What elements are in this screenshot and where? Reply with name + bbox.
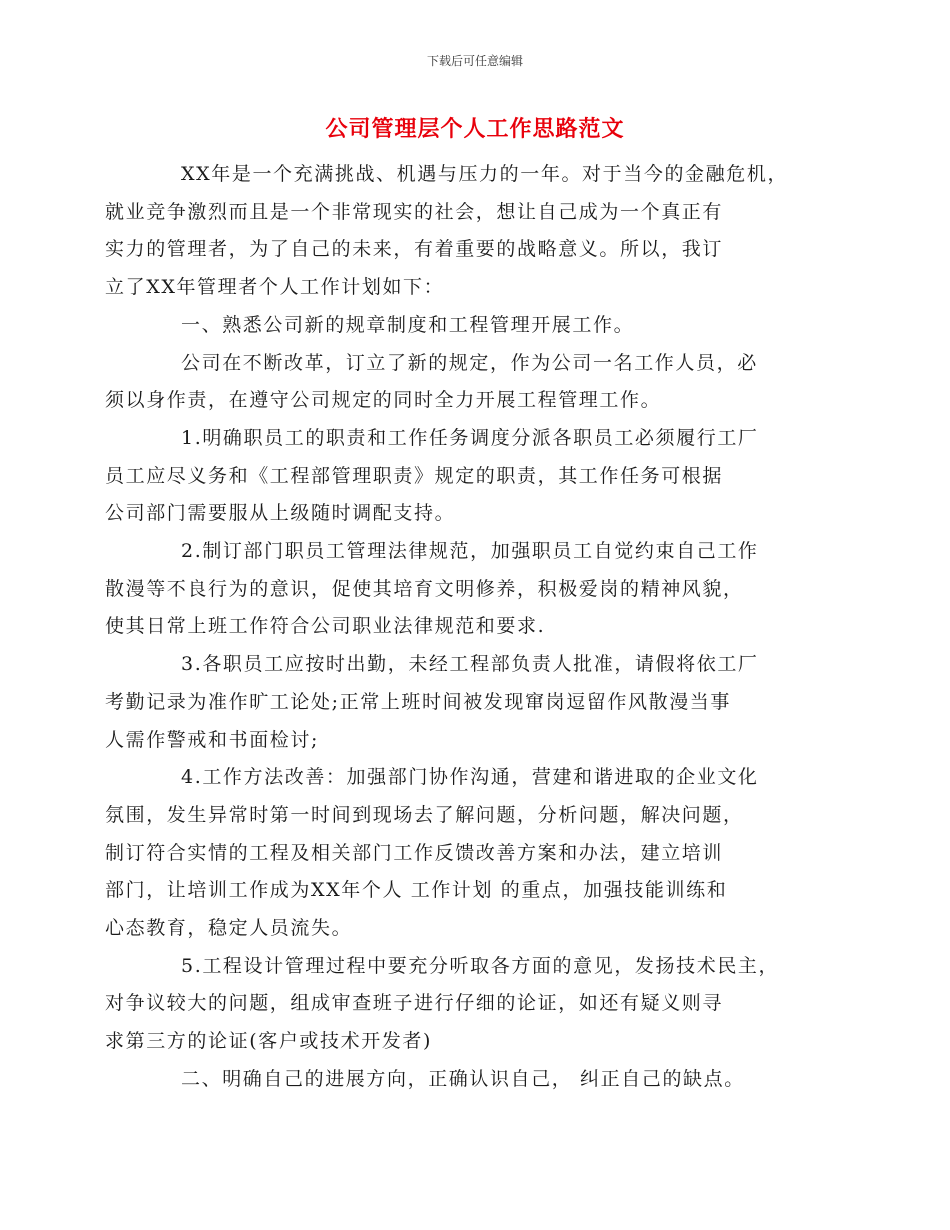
header-note: 下载后可任意编辑 — [426, 54, 523, 68]
body-paragraph — [143, 1061, 813, 1099]
document-body — [105, 156, 813, 1099]
paragraph-line: 实力的管理者，为了自己的未来，有着重要的战略意义。所以，我订 — [105, 238, 724, 261]
body-paragraph — [105, 533, 813, 646]
paragraph-line: 求第三方的论证(客户或技术开发者) — [105, 1030, 433, 1053]
paragraph-line: 5.工程设计管理过程中要充分听取各方面的意见，发扬技术民主， — [181, 954, 780, 977]
paragraph-line: 1.明确职员工的职责和工作任务调度分派各职员工必须履行工厂 — [181, 426, 759, 449]
paragraph-line: 人需作警戒和书面检讨; — [105, 728, 320, 751]
paragraph-line: 使其日常上班工作符合公司职业法律规范和要求. — [105, 615, 546, 638]
paragraph-line: 部门，让培训工作成为XX年个人 工作计划 的重点，加强技能训练和 — [105, 879, 728, 902]
body-paragraph — [105, 646, 813, 759]
paragraph-line: 制订符合实情的工程及相关部门工作反馈改善方案和办法，建立培训 — [105, 841, 724, 864]
paragraph-line: 立了XX年管理者个人工作计划如下： — [105, 276, 445, 299]
paragraph-line: 心态教育，稳定人员流失。 — [105, 917, 353, 940]
paragraph-line: 须以身作责，在遵守公司规定的同时全力开展工程管理工作。 — [105, 389, 662, 412]
document-title: 公司管理层个人工作思路范文 — [325, 117, 625, 142]
paragraph-line: 3.各职员工应按时出勤，未经工程部负责人批准，请假将依工厂 — [181, 653, 759, 676]
paragraph-line: 就业竞争激烈而且是一个非常现实的社会，想让自己成为一个真正有 — [105, 200, 724, 223]
paragraph-line: 氛围，发生异常时第一时间到现场去了解问题，分析问题，解决问题， — [105, 803, 744, 826]
paragraph-line: 2.制订部门职员工管理法律规范，加强职员工自觉约束自己工作 — [181, 540, 759, 563]
body-paragraph — [143, 307, 813, 345]
paragraph-line: 对争议较大的问题，组成审查班子进行仔细的论证，如还有疑义则寻 — [105, 992, 724, 1015]
paragraph-line: XX年是一个充满挑战、机遇与压力的一年。对于当今的金融危机， — [181, 163, 789, 185]
body-paragraph — [105, 345, 813, 420]
body-paragraph — [105, 948, 813, 1061]
paragraph-line: 散漫等不良行为的意识，促使其培育文明修养，积极爱岗的精神风貌， — [105, 577, 744, 600]
paragraph-line: 公司在不断改革，订立了新的规定，作为公司一名工作人员，必 — [181, 351, 758, 374]
paragraph-line: 考勤记录为准作旷工论处;正常上班时间被发现窜岗逗留作风散漫当事 — [105, 690, 732, 713]
paragraph-line: 一、熟悉公司新的规章制度和工程管理开展工作。 — [181, 313, 635, 336]
paragraph-line: 4.工作方法改善：加强部门协作沟通，营建和谐进取的企业文化 — [181, 766, 759, 789]
paragraph-line: 公司部门需要服从上级随时调配支持。 — [105, 502, 456, 525]
body-paragraph — [105, 156, 813, 307]
paragraph-line: 员工应尽义务和《工程部管理职责》规定的职责，其工作任务可根据 — [105, 464, 724, 487]
body-paragraph — [105, 759, 813, 948]
paragraph-line: 二、明确自己的进展方向，正确认识自己， 纠正自己的缺点。 — [181, 1067, 745, 1090]
body-paragraph — [105, 420, 813, 533]
